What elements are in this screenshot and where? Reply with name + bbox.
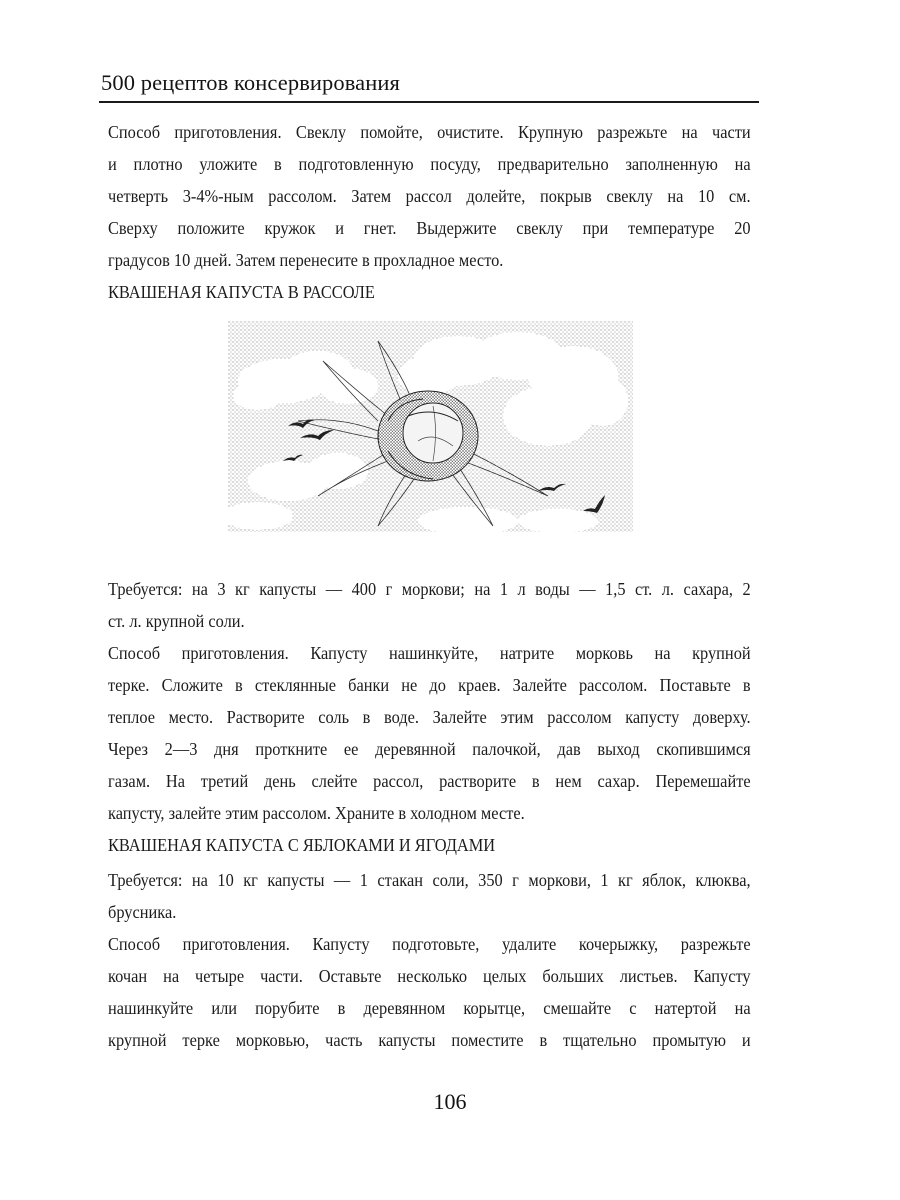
text-line: терке. Сложите в стеклянные банки не до краев. Залейте рассолом. Поставьте в: [108, 675, 751, 695]
text-line: Способ приготовления. Капусту нашинкуйте, натрите морковь на крупной: [108, 643, 751, 663]
text-line: Через 2—3 дня проткните ее деревянной палочкой, дав выход скопившимся: [108, 739, 751, 759]
header-rule: [99, 101, 759, 103]
text-line: Сверху положите кружок и гнет. Выдержите свеклу при температуре 20: [108, 218, 751, 238]
text-line: теплое место. Растворите соль в воде. Залейте этим рассолом капусту доверху.: [108, 707, 751, 727]
text-line: градусов 10 дней. Затем перенесите в прохладное место.: [108, 250, 504, 270]
text-line: кочан на четыре части. Оставьте несколько целых больших листьев. Капусту: [108, 966, 751, 986]
text-line: Требуется: на 10 кг капусты — 1 стакан соли, 350 г моркови, 1 кг яблок, клюква,: [108, 870, 751, 890]
text-line: и плотно уложите в подготовленную посуду, предварительно заполненную на: [108, 154, 751, 174]
cabbage-illustration: [228, 321, 633, 532]
recipe-title-apples-berries: КВАШЕНАЯ КАПУСТА С ЯБЛОКАМИ И ЯГОДАМИ: [108, 835, 496, 855]
text-line: Способ приготовления. Капусту подготовьте, удалите кочерыжку, разрежьте: [108, 934, 751, 954]
recipe-title-brine: КВАШЕНАЯ КАПУСТА В РАССОЛЕ: [108, 282, 375, 302]
text-line: Способ приготовления. Свеклу помойте, очистите. Крупную разрежьте на части: [108, 122, 751, 142]
running-header: 500 рецептов консервирования: [101, 70, 401, 95]
text-line: ст. л. крупной соли.: [108, 611, 245, 631]
cabbage-head: [378, 391, 478, 481]
text-line: нашинкуйте или порубите в деревянном корытце, смешайте с натертой на: [108, 998, 751, 1018]
text-line: капусту, залейте этим рассолом. Храните в холодном месте.: [108, 803, 525, 823]
text-line: четверть 3-4%-ным рассолом. Затем рассол долейте, покрыв свеклу на 10 см.: [108, 186, 751, 206]
page-number: 106: [433, 1089, 467, 1114]
text-line: Требуется: на 3 кг капусты — 400 г моркови; на 1 л воды — 1,5 ст. л. сахара, 2: [108, 579, 751, 599]
text-line: брусника.: [108, 902, 177, 922]
text-line: газам. На третий день слейте рассол, растворите в нем сахар. Перемешайте: [108, 771, 751, 791]
text-line: крупной терке морковью, часть капусты поместите в тщательно промытую и: [108, 1030, 751, 1050]
